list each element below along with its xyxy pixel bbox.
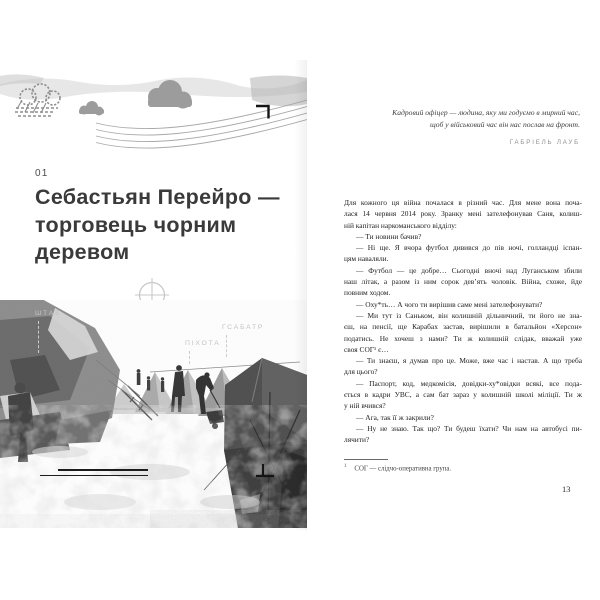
body-text-line: цям наваляли. [344, 254, 389, 264]
double-underline-icon [58, 469, 148, 471]
body-text-line: — Футбол — це добре… Сьогодні вночі над Луганськом збили [356, 265, 582, 275]
postal-waves-icon [96, 100, 307, 148]
crop-corner-icon [252, 462, 278, 480]
body-text-line: — Ти знаєш, я думав про це. Може, вже час і настав. А що треба [356, 356, 582, 366]
body-text-line: Для кожного ця війна почалася в різний час. Для мене вона поча- [344, 198, 582, 207]
body-text-line: — Ми тут із Саньком, він колишній дільничний, ти його не зна- [356, 310, 582, 320]
label-leader [189, 351, 190, 364]
chapter-number: 01 [35, 168, 49, 179]
left-page [0, 60, 307, 530]
body-text-line: лася 14 червня 2014 року. Зранку мені зателефонував Саня, колиш- [344, 209, 582, 219]
footnote-marker: 1 [344, 464, 347, 469]
small-cloud-icon [79, 101, 104, 116]
title-line: Себастьян Перейро — [35, 185, 280, 209]
footnote-body: СОГ — слідчо-оперативна група. [354, 465, 452, 473]
footnote-text [344, 464, 582, 472]
title-line: деревом [35, 240, 130, 264]
body-text-line: — Паспорт, код, медкомісія, довідки-ху*овідки всякі, все пода- [356, 378, 582, 388]
body-text-line: лячити? [344, 435, 370, 445]
body-text-line: — Ні ще. Я вчора футбол дивився до пів ночі, голландці іспан- [356, 243, 582, 253]
film-grain [0, 300, 307, 528]
footnote-rule [344, 459, 388, 460]
photo-label-shtab: ШТАБ [35, 310, 62, 317]
double-underline-icon [40, 475, 148, 477]
title-line: торговець чорним [35, 212, 237, 237]
body-text-line: — Ну не знаю. Так що? Ти будеш їхати? Чи нам на автобусі пи- [356, 423, 582, 433]
body-text-line: у ній вчився? [344, 401, 386, 411]
epigraph [335, 107, 580, 149]
right-page [307, 60, 600, 530]
label-leader [226, 335, 227, 357]
decorative-band [0, 70, 307, 162]
epigraph-author: ГАБРІЕЛЬ ЛАУБ [509, 139, 580, 146]
body-text-line: — Оху*ть… А чого ти вирішив саме мені зателефонувати? [356, 299, 543, 309]
body-text-line: повним ходом. [344, 288, 391, 298]
body-text-line: наш літак, а разом із ним сорок дев’ять чоловік. Війна, схоже, йде [344, 277, 582, 287]
photo-label-pikhota: ПІХОТА [185, 340, 221, 347]
body-text-line: — Ага, так її ж закрили? [356, 412, 434, 422]
body-text-line: для цього? [344, 367, 378, 377]
body-text-line: ній капітан наркоманського відділу: [344, 220, 457, 230]
body-text-line: своя СОГ¹ є… [344, 344, 389, 354]
crop-corner-icon [256, 106, 269, 119]
body-text-line: ється в кадри УВС, а сам бат зараз у колишній школі міліції. Ти ж [344, 390, 582, 400]
epigraph-line: Кадровий офіцер — людина, яку ми годуємо в мирний час, [392, 108, 580, 117]
epigraph-line: щоб у військовий час він нас послав на фронт. [429, 119, 580, 129]
photo-label-gsabatr: ГСАБАТР [222, 324, 265, 331]
page-number: 13 [562, 484, 571, 494]
footnote [344, 459, 582, 472]
body-text [344, 197, 582, 446]
label-leader [38, 321, 39, 353]
chapter-title [35, 184, 290, 267]
body-text-line: єш, на пенсії, ще Карабах застав, вирішили в батальйон «Херсон» [344, 322, 582, 332]
camp-photo-illustration [0, 300, 307, 528]
body-text-line: податись. Не хочеш з нами? Ти ж колишній слідак, вважай уже [344, 333, 582, 343]
body-text-line: — Ти новини бачив? [356, 231, 422, 241]
